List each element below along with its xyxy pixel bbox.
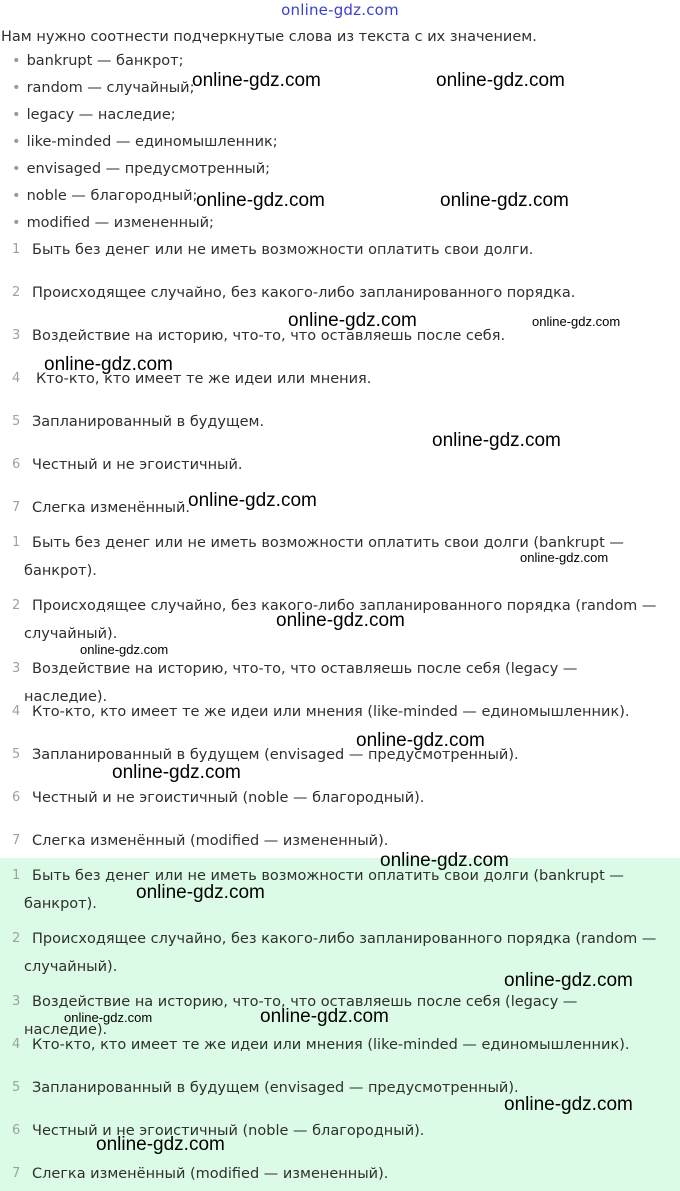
definitions-list (0, 236, 680, 524)
watermark: online-gdz.com (64, 1010, 153, 1025)
answers-list (0, 529, 680, 855)
answer-item (0, 827, 660, 855)
item-number: 7 (12, 1166, 21, 1181)
answer-text: Запланированный в будущем (envisaged — предусмотренный). (32, 1080, 519, 1096)
answer-text: Происходящее случайно, без какого-либо запланированного порядка (random — случайный). (24, 598, 657, 642)
item-number: 7 (12, 833, 21, 848)
item-number: 4 (12, 371, 21, 386)
answer-text: Запланированный в будущем (envisaged — предусмотренный). (32, 747, 519, 763)
answer-item (0, 784, 660, 812)
vocab-item: • legacy — наследие; (12, 105, 278, 132)
item-number: 5 (12, 747, 21, 762)
item-number: 3 (12, 328, 21, 343)
watermark: online-gdz.com (288, 310, 417, 331)
item-number: 6 (12, 457, 21, 472)
vocab-item: • bankrupt — банкрот; (12, 51, 278, 78)
vocab-item: • like-minded — единомышленник; (12, 132, 278, 159)
item-number: 3 (12, 661, 21, 676)
site-title[interactable]: online-gdz.com (281, 1, 399, 19)
watermark: online-gdz.com (504, 1094, 633, 1115)
answer-text: Кто-кто, кто имеет те же идеи или мнения (like-minded — единомышленник). (32, 1037, 630, 1053)
answer-text: Кто-кто, кто имеет те же идеи или мнения (like-minded — единомышленник). (32, 704, 630, 720)
watermark: online-gdz.com (96, 1134, 225, 1155)
definition-item (0, 494, 660, 522)
answer-text: Воздействие на историю, что-то, что оставляешь после себя (legacy — наследие). (24, 661, 578, 705)
answer-item (0, 741, 660, 769)
item-number: 2 (12, 598, 21, 613)
vocab-item: • envisaged — предусмотренный; (12, 159, 278, 186)
definition-text: Кто-кто, кто имеет те же идеи или мнения. (36, 371, 372, 387)
watermark: online-gdz.com (276, 610, 405, 631)
definition-item (0, 236, 660, 264)
watermark: online-gdz.com (532, 314, 621, 329)
answer-text: Быть без денег или не иметь возможности оплатить свои долги (bankrupt — банкрот). (24, 868, 624, 912)
watermark: online-gdz.com (260, 1006, 389, 1027)
item-number: 2 (12, 285, 21, 300)
answer-item (0, 698, 660, 726)
item-number: 3 (12, 994, 21, 1009)
watermark: online-gdz.com (520, 550, 609, 565)
watermark: online-gdz.com (196, 190, 325, 211)
definition-item (0, 451, 660, 479)
watermark: online-gdz.com (44, 354, 173, 375)
answer-text: Слегка изменённый (modified — измененный). (32, 833, 389, 849)
item-number: 6 (12, 790, 21, 805)
item-number: 1 (12, 535, 21, 550)
vocab-item: • noble — благородный; (12, 186, 278, 213)
definition-text: Быть без денег или не иметь возможности оплатить свои долги. (32, 242, 534, 258)
vocab-item: • random — случайный; (12, 78, 278, 105)
definition-text: Запланированный в будущем. (32, 414, 265, 430)
definition-text: Честный и не эгоистичный. (32, 457, 243, 473)
answer-text: Честный и не эгоистичный (noble — благородный). (32, 790, 425, 806)
answer-text: Происходящее случайно, без какого-либо запланированного порядка (random — случайный). (24, 931, 657, 975)
vocab-item: • modified — измененный; (12, 213, 278, 240)
watermark: online-gdz.com (436, 70, 565, 91)
item-number: 2 (12, 931, 21, 946)
answer-item (0, 1031, 660, 1059)
item-number: 7 (12, 500, 21, 515)
watermark: online-gdz.com (504, 970, 633, 991)
definition-item (0, 279, 660, 307)
item-number: 5 (12, 1080, 21, 1095)
item-number: 4 (12, 1037, 21, 1052)
definition-item (0, 408, 660, 436)
watermark: online-gdz.com (440, 190, 569, 211)
definition-text: Слегка изменённый. (32, 500, 191, 516)
definition-text: Происходящее случайно, без какого-либо запланированного порядка. (32, 285, 576, 301)
definition-text: Воздействие на историю, что-то, что оставляешь после себя. (32, 328, 506, 344)
item-number: 5 (12, 414, 21, 429)
item-number: 6 (12, 1123, 21, 1138)
watermark: online-gdz.com (136, 882, 265, 903)
watermark: online-gdz.com (432, 430, 561, 451)
watermark: online-gdz.com (380, 850, 509, 871)
item-number: 4 (12, 704, 21, 719)
item-number: 1 (12, 868, 21, 883)
answer-item (0, 1160, 660, 1188)
intro-text: Нам нужно соотнести подчеркнутые слова из текста с их значением. (1, 29, 537, 45)
watermark: online-gdz.com (80, 642, 169, 657)
watermark: online-gdz.com (356, 730, 485, 751)
watermark: online-gdz.com (188, 490, 317, 511)
watermark: online-gdz.com (192, 70, 321, 91)
answer-text: Воздействие на историю, что-то, что оставляешь после себя (legacy — наследие). (24, 994, 578, 1038)
answer-text: Быть без денег или не иметь возможности оплатить свои долги (bankrupt — банкрот). (24, 535, 624, 579)
answer-text: Честный и не эгоистичный (noble — благородный). (32, 1123, 425, 1139)
watermark: online-gdz.com (112, 762, 241, 783)
answer-text: Слегка изменённый (modified — измененный). (32, 1166, 389, 1182)
answer-item (0, 862, 660, 918)
item-number: 1 (12, 242, 21, 257)
